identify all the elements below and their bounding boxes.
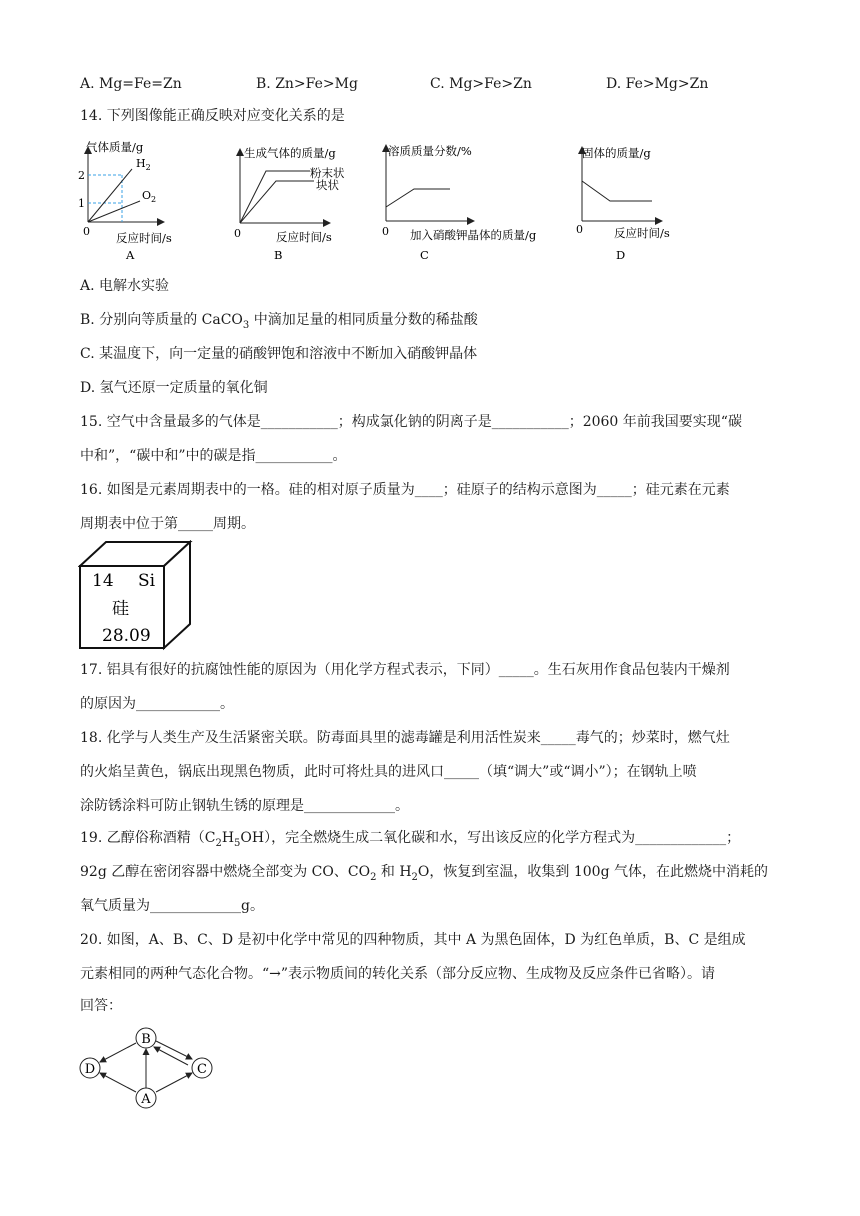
cell-atomic-mass: 28.09: [102, 626, 151, 646]
graph-a-origin: 0: [83, 225, 90, 238]
graph-d-line: [582, 181, 652, 201]
graph-d-xlabel: 反应时间/s: [614, 226, 670, 240]
q14-stem: 14. 下列图像能正确反映对应变化关系的是: [80, 108, 345, 124]
arrow-b-to-c: [156, 1041, 192, 1059]
q13-option-d: D. Fe>Mg>Zn: [606, 76, 709, 92]
q15-line1: 15. 空气中含量最多的气体是___________；构成氯化钠的阴离子是___________；2060 年前我国要实现“碳: [80, 414, 742, 430]
graph-c: [382, 144, 537, 262]
graph-a-h2-label: $H_2$: [136, 157, 151, 172]
q14-option-d: D. 氢气还原一定质量的氧化铜: [80, 380, 268, 396]
q13-option-a: A. Mg=Fe=Zn: [80, 76, 182, 92]
cell-element-name: 硅: [112, 599, 129, 619]
node-d: [80, 1058, 100, 1078]
graph-c-letter: C: [420, 248, 429, 262]
q20-line1: 20. 如图，A、B、C、D 是初中化学中常见的四种物质，其中 A 为黑色固体，D 为红色单质，B、C 是组成: [80, 932, 746, 948]
graph-a-xlabel: 反应时间/s: [116, 231, 172, 245]
graph-c-origin: 0: [382, 225, 389, 238]
graph-a-o2-line: [88, 201, 140, 222]
svg-text:A: A: [141, 1092, 151, 1107]
graph-b-powder-label: 粉末状: [310, 166, 345, 180]
q13-option-c: C. Mg>Fe>Zn: [430, 76, 532, 92]
graph-a-tick-2: 2: [78, 169, 85, 182]
q16-line1: 16. 如图是元素周期表中的一格。硅的相对原子质量为____；硅原子的结构示意图为_____；硅元素在元素: [80, 482, 730, 498]
cell-symbol: Si: [138, 571, 156, 591]
node-b: [136, 1028, 156, 1048]
graph-b-xlabel: 反应时间/s: [276, 230, 332, 244]
q14-option-a: A. 电解水实验: [80, 278, 170, 294]
graph-a-o2-label: $O_2$: [142, 189, 157, 204]
q14-graphs: [80, 135, 780, 265]
q13-option-b: B. Zn>Fe>Mg: [256, 76, 358, 92]
graph-a-letter: A: [126, 248, 135, 262]
periodic-cell: [78, 540, 198, 652]
graph-a-h2-line: [88, 169, 132, 222]
cell-atomic-number: 14: [92, 571, 114, 591]
graph-a-ylabel: 气体质量/g: [86, 140, 144, 154]
graph-b-origin: 0: [234, 227, 241, 240]
q20-line3: 回答：: [80, 998, 122, 1014]
graph-b-letter: B: [274, 248, 283, 262]
q14-option-b: B. 分别向等质量的 CaCO$_3$ 中滴加足量的相同质量分数的稀盐酸: [80, 312, 478, 331]
svg-text:B: B: [141, 1032, 151, 1047]
q20-conversion-diagram: [74, 1025, 224, 1115]
svg-text:D: D: [84, 1062, 96, 1077]
arrow-b-to-d: [100, 1043, 136, 1062]
arrow-c-to-b: [154, 1047, 188, 1065]
node-c: [192, 1058, 212, 1078]
arrow-a-to-c: [156, 1073, 192, 1092]
q19-line2: 92g 乙醇在密闭容器中燃烧全部变为 CO、$CO_2$ 和 $H_2O$，恢复到室温，收集到 100g 气体，在此燃烧中消耗的: [80, 864, 768, 883]
q17-line2: 的原因为____________。: [80, 696, 234, 712]
q15-line2: 中和”，“碳中和”中的碳是指___________。: [80, 448, 347, 464]
arrow-a-to-d: [100, 1073, 136, 1092]
graph-d-origin: 0: [576, 223, 583, 236]
graph-d: [576, 146, 670, 262]
graph-b-powder-line: [240, 171, 310, 223]
q17-line1: 17. 铝具有很好的抗腐蚀性能的原因为（用化学方程式表示，下同）_____。生石灰用作食品包装内干燥剂: [80, 662, 730, 678]
graph-b-lump-line: [240, 181, 314, 223]
node-a: [136, 1088, 156, 1108]
q16-line2: 周期表中位于第_____周期。: [80, 516, 255, 532]
q19-line3: 氧气质量为_____________g。: [80, 898, 264, 914]
graph-d-letter: D: [616, 248, 626, 262]
graph-c-ylabel: 溶质质量分数/%: [388, 144, 472, 158]
graph-b-lump-label: 块状: [316, 178, 339, 192]
svg-text:C: C: [197, 1062, 207, 1077]
q19-line1: 19. 乙醇俗称酒精$(C_2H_5OH)$，完全燃烧生成二氧化碳和水，写出该反应的化学方程式为_____________；: [80, 830, 741, 849]
graph-a-tick-1: 1: [78, 197, 85, 210]
graph-d-ylabel: 固体的质量/g: [582, 146, 651, 160]
graph-c-xlabel: 加入硝酸钾晶体的质量/g: [410, 228, 537, 242]
graph-b-ylabel: 生成气体的质量/g: [244, 146, 336, 160]
graph-c-line: [386, 189, 450, 207]
q18-line3: 涂防锈涂料可防止钢轨生锈的原理是_____________。: [80, 798, 409, 814]
q18-line1: 18. 化学与人类生产及生活紧密关联。防毒面具里的滤毒罐是利用活性炭来_____毒气的；炒菜时，燃气灶: [80, 730, 730, 746]
q18-line2: 的火焰呈黄色，锅底出现黑色物质，此时可将灶具的进风口_____（填“调大”或“调小”）；在钢轨上喷: [80, 764, 697, 780]
q14-option-c: C. 某温度下，向一定量的硝酸钾饱和溶液中不断加入硝酸钾晶体: [80, 346, 478, 362]
q20-line2: 元素相同的两种气态化合物。“→”表示物质间的转化关系（部分反应物、生成物及反应条件已省略）。请: [80, 966, 716, 982]
graph-a: [78, 140, 172, 262]
graph-b: [234, 146, 345, 262]
